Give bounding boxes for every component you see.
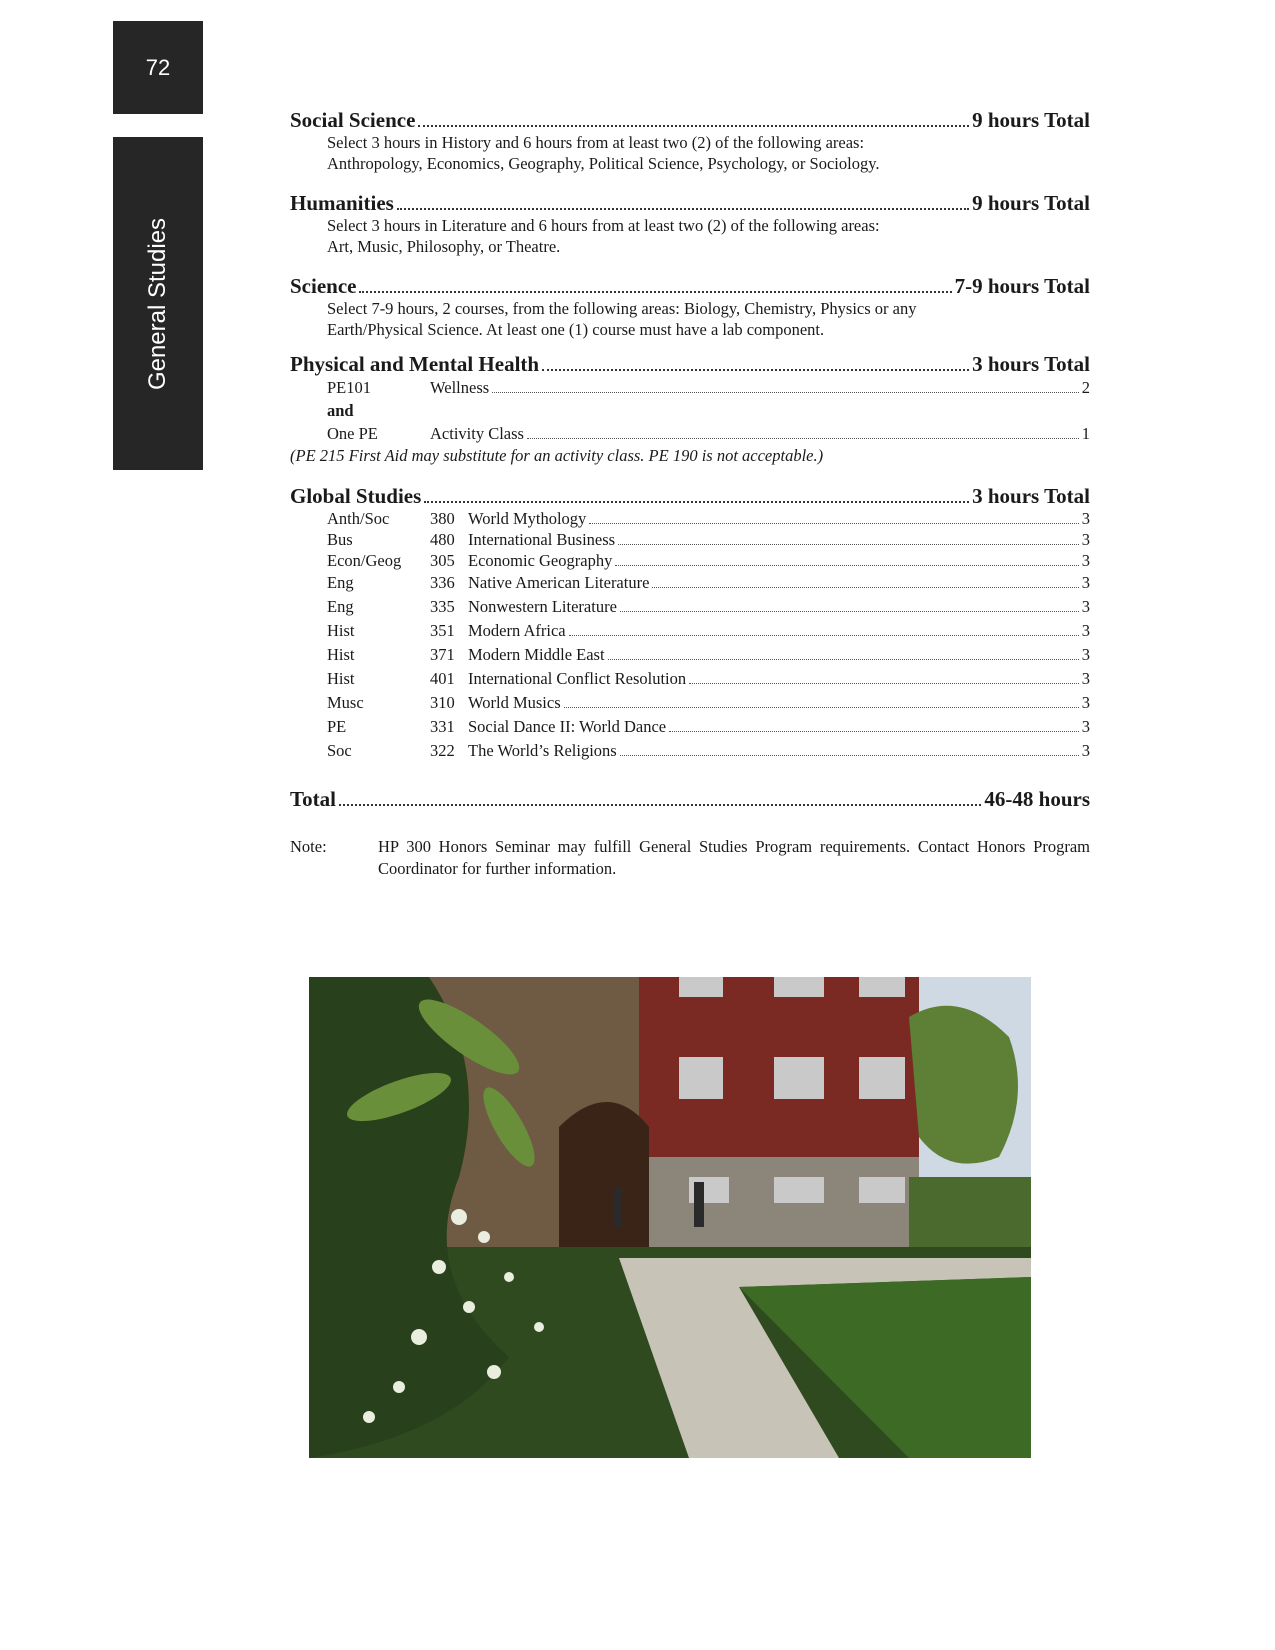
course-dept: Eng (327, 573, 354, 592)
course-hours: 3 (1081, 717, 1090, 736)
dot-leader (589, 523, 1078, 524)
course-number: 380 (430, 509, 455, 528)
course-dept: Hist (327, 645, 355, 664)
note-text: HP 300 Honors Seminar may fulfill General Studies Program requirements. Contact Honors Program Coordinator for further information. (378, 837, 1090, 878)
and-label: and (327, 401, 354, 420)
course-hours: 3 (1081, 573, 1090, 592)
course-row (290, 739, 1090, 763)
course-dept: Hist (327, 669, 355, 688)
course-row (290, 715, 1090, 739)
page-number: 72 (145, 54, 171, 80)
course-dept: Eng (327, 597, 354, 616)
course-hours: 3 (1081, 645, 1090, 664)
course-number: 401 (430, 669, 455, 688)
course-number: 351 (430, 621, 455, 640)
dot-leader (424, 501, 969, 503)
course-number: 305 (430, 551, 455, 570)
description-line: Anthropology, Economics, Geography, Political Science, Psychology, or Sociology. (327, 154, 880, 173)
dot-leader (542, 369, 969, 371)
course-row (290, 571, 1090, 595)
section-title: Physical and Mental Health (290, 352, 540, 376)
course-dept: Soc (327, 741, 352, 760)
requirements-content (290, 108, 1090, 880)
total-hours: 46-48 hours (984, 787, 1090, 811)
course-dept: Hist (327, 621, 355, 640)
section-hours: 9 hours Total (972, 191, 1090, 215)
section-hours: 3 hours Total (972, 484, 1090, 508)
course-dept: PE (327, 717, 347, 736)
dot-leader (564, 707, 1079, 708)
social-science-section (290, 108, 1090, 174)
course-hours: 3 (1081, 509, 1090, 528)
section-title: Humanities (290, 191, 394, 215)
dot-leader (618, 544, 1079, 545)
course-hours: 3 (1081, 669, 1090, 688)
course-row (290, 691, 1090, 715)
course-hours: 3 (1081, 530, 1090, 549)
section-tab (113, 137, 203, 470)
course-number: 336 (430, 573, 455, 592)
course-dept: Anth/Soc (327, 509, 390, 528)
course-hours: 3 (1081, 741, 1090, 760)
course-row (290, 667, 1090, 691)
course-number: 335 (430, 597, 455, 616)
section-title: Science (290, 274, 357, 298)
course-number: 371 (430, 645, 455, 664)
course-name: Nonwestern Literature (468, 597, 617, 616)
course-row (290, 595, 1090, 619)
dot-leader (689, 683, 1079, 684)
science-section (290, 274, 1090, 340)
section-hours: 3 hours Total (972, 352, 1090, 376)
section-title: Global Studies (290, 484, 422, 508)
description-line: Art, Music, Philosophy, or Theatre. (327, 237, 561, 256)
course-name: Activity Class (430, 424, 524, 443)
dot-leader (418, 125, 969, 127)
global-studies-section (290, 484, 1090, 763)
section-description (290, 215, 1090, 257)
course-number: 322 (430, 741, 455, 760)
health-note: (PE 215 First Aid may substitute for an activity class. PE 190 is not acceptable.) (290, 446, 824, 465)
section-hours: 9 hours Total (972, 108, 1090, 132)
course-row (290, 619, 1090, 643)
dot-leader (339, 804, 981, 806)
course-hours: 3 (1081, 621, 1090, 640)
course-name: The World’s Religions (468, 741, 617, 760)
course-code: One PE (327, 424, 378, 443)
dot-leader (569, 635, 1079, 636)
dot-leader (492, 392, 1079, 393)
dot-leader (397, 208, 969, 210)
course-hours: 3 (1081, 551, 1090, 570)
course-row (290, 643, 1090, 667)
total-label: Total (290, 787, 336, 811)
health-section (290, 352, 1090, 467)
global-course-list (290, 508, 1090, 763)
course-number: 331 (430, 717, 455, 736)
course-hours: 1 (1081, 424, 1090, 443)
description-line: Earth/Physical Science. At least one (1) course must have a lab component. (327, 320, 825, 339)
section-description (290, 132, 1090, 174)
dot-leader (359, 291, 951, 293)
course-hours: 3 (1081, 597, 1090, 616)
page-number-tab (113, 21, 203, 114)
course-row (290, 422, 1090, 445)
total-line (290, 787, 1090, 812)
course-name: Modern Middle East (468, 645, 605, 664)
section-heading (290, 484, 1090, 508)
course-dept: Musc (327, 693, 364, 712)
section-hours: 7-9 hours Total (954, 274, 1090, 298)
course-dept: Bus (327, 530, 353, 549)
course-name: Wellness (430, 378, 490, 397)
dot-leader (652, 587, 1078, 588)
section-tab-label: General Studies (144, 217, 171, 390)
course-row (290, 550, 1090, 571)
course-name: International Conflict Resolution (468, 669, 687, 688)
course-row (290, 376, 1090, 399)
course-number: 480 (430, 530, 455, 549)
course-name: World Mythology (468, 509, 587, 528)
course-code: PE101 (327, 378, 372, 397)
course-dept: Econ/Geog (327, 551, 402, 570)
course-name: Social Dance II: World Dance (468, 717, 667, 736)
description-line: Select 7-9 hours, 2 courses, from the following areas: Biology, Chemistry, Physics or any (327, 299, 917, 318)
section-description (290, 298, 1090, 340)
course-name: Modern Africa (468, 621, 566, 640)
dot-leader (669, 731, 1079, 732)
course-hours: 3 (1081, 693, 1090, 712)
course-hours: 2 (1081, 378, 1090, 397)
section-heading (290, 352, 1090, 376)
course-row (290, 508, 1090, 529)
section-title: Social Science (290, 108, 416, 132)
course-name: Economic Geography (468, 551, 613, 570)
campus-building-photo (309, 977, 1031, 1458)
course-name: Native American Literature (468, 573, 650, 592)
course-name: International Business (468, 530, 616, 549)
dot-leader (608, 659, 1079, 660)
note (290, 836, 1090, 880)
dot-leader (527, 438, 1079, 439)
section-heading (290, 191, 1090, 215)
dot-leader (620, 755, 1079, 756)
campus-building-illustration (309, 977, 1031, 1458)
section-heading (290, 274, 1090, 298)
course-name: World Musics (468, 693, 561, 712)
section-heading (290, 108, 1090, 132)
course-row (290, 529, 1090, 550)
description-line: Select 3 hours in History and 6 hours from at least two (2) of the following areas: (327, 133, 865, 152)
dot-leader (615, 565, 1078, 566)
note-label: Note: (290, 837, 327, 856)
description-line: Select 3 hours in Literature and 6 hours from at least two (2) of the following areas: (327, 216, 880, 235)
dot-leader (620, 611, 1079, 612)
course-number: 310 (430, 693, 455, 712)
humanities-section (290, 191, 1090, 257)
